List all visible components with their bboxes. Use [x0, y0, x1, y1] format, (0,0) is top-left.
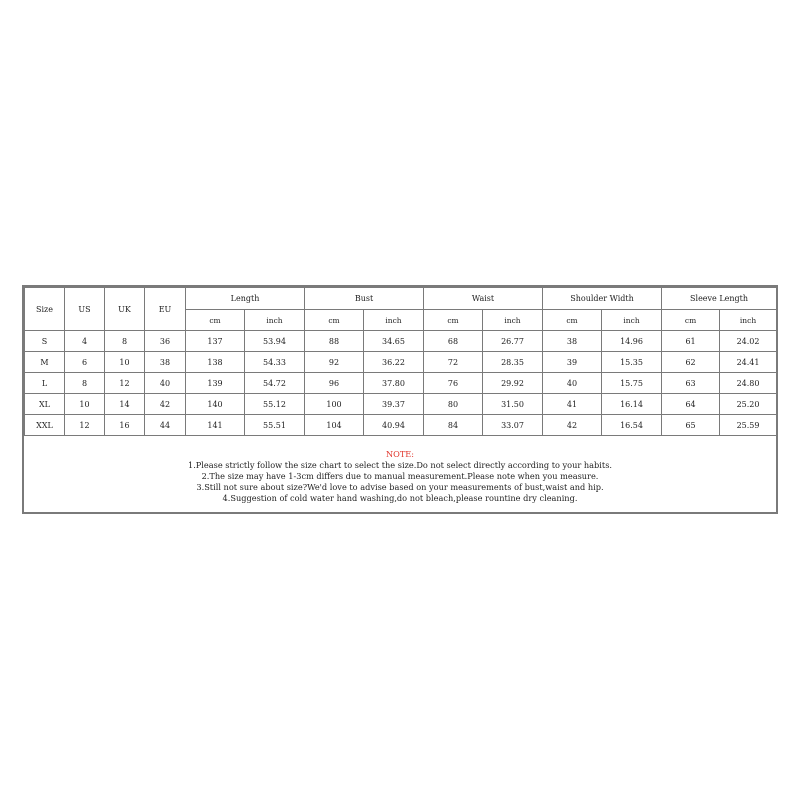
table-cell: 44	[145, 415, 186, 436]
unit-waist-inch: inch	[483, 310, 543, 331]
table-cell: 84	[424, 415, 483, 436]
table-cell: 15.75	[602, 373, 662, 394]
table-cell: 96	[305, 373, 364, 394]
table-cell: 88	[305, 331, 364, 352]
table-cell: 24.02	[720, 331, 777, 352]
table-cell: 42	[145, 394, 186, 415]
header-waist: Waist	[424, 288, 543, 310]
header-length: Length	[186, 288, 305, 310]
header-shoulder-width: Shoulder Width	[543, 288, 662, 310]
table-row	[25, 415, 777, 436]
table-cell: 65	[662, 415, 720, 436]
table-row	[25, 373, 777, 394]
note-line: 2.The size may have 1-3cm differs due to manual measurement.Please note when you measure.	[201, 471, 599, 481]
notes-section	[24, 437, 776, 512]
header-uk: UK	[105, 288, 145, 331]
table-cell: 16	[105, 415, 145, 436]
table-cell: 137	[186, 331, 245, 352]
table-cell: 38	[543, 331, 602, 352]
table-cell: 40	[543, 373, 602, 394]
table-cell: 25.20	[720, 394, 777, 415]
table-cell: 64	[662, 394, 720, 415]
table-cell: 55.51	[245, 415, 305, 436]
table-cell: 141	[186, 415, 245, 436]
table-cell: 140	[186, 394, 245, 415]
table-row	[25, 394, 777, 415]
table-cell: 55.12	[245, 394, 305, 415]
unit-shoulder-inch: inch	[602, 310, 662, 331]
table-cell: 15.35	[602, 352, 662, 373]
table-cell: 36.22	[364, 352, 424, 373]
header-us: US	[65, 288, 105, 331]
table-cell: 42	[543, 415, 602, 436]
table-cell: 12	[65, 415, 105, 436]
table-cell: 25.59	[720, 415, 777, 436]
table-cell: 24.41	[720, 352, 777, 373]
unit-shoulder-cm: cm	[543, 310, 602, 331]
size-chart	[22, 285, 778, 514]
table-cell: 26.77	[483, 331, 543, 352]
table-cell: 104	[305, 415, 364, 436]
table-cell: 54.72	[245, 373, 305, 394]
note-line: 4.Suggestion of cold water hand washing,do not bleach,please rountine dry cleaning.	[222, 493, 578, 503]
table-cell: 31.50	[483, 394, 543, 415]
table-row	[25, 352, 777, 373]
unit-bust-inch: inch	[364, 310, 424, 331]
table-cell: L	[25, 373, 65, 394]
table-cell: 80	[424, 394, 483, 415]
header-row	[25, 288, 777, 310]
table-cell: 33.07	[483, 415, 543, 436]
table-cell: 54.33	[245, 352, 305, 373]
table-cell: XXL	[25, 415, 65, 436]
table-cell: 6	[65, 352, 105, 373]
header-bust: Bust	[305, 288, 424, 310]
table-cell: 8	[105, 331, 145, 352]
table-cell: 28.35	[483, 352, 543, 373]
table-cell: 14	[105, 394, 145, 415]
table-cell: 62	[662, 352, 720, 373]
table-cell: 36	[145, 331, 186, 352]
table-cell: 40	[145, 373, 186, 394]
unit-bust-cm: cm	[305, 310, 364, 331]
table-row	[25, 331, 777, 352]
size-table	[24, 287, 777, 436]
note-line: 3.Still not sure about size?We'd love to advise based on your measurements of bust,waist and hip.	[196, 482, 604, 492]
table-cell: 16.14	[602, 394, 662, 415]
table-cell: 14.96	[602, 331, 662, 352]
table-cell: 39.37	[364, 394, 424, 415]
table-cell: 61	[662, 331, 720, 352]
table-cell: 100	[305, 394, 364, 415]
table-cell: 53.94	[245, 331, 305, 352]
unit-length-inch: inch	[245, 310, 305, 331]
table-cell: 139	[186, 373, 245, 394]
table-cell: XL	[25, 394, 65, 415]
unit-length-cm: cm	[186, 310, 245, 331]
table-cell: 92	[305, 352, 364, 373]
header-size: Size	[25, 288, 65, 331]
table-cell: 76	[424, 373, 483, 394]
table-cell: 10	[105, 352, 145, 373]
header-sleeve-length: Sleeve Length	[662, 288, 777, 310]
note-title: NOTE:	[385, 449, 415, 459]
table-cell: 41	[543, 394, 602, 415]
unit-waist-cm: cm	[424, 310, 483, 331]
note-line: 1.Please strictly follow the size chart to select the size.Do not select directly according to your habits.	[187, 460, 612, 470]
table-cell: 16.54	[602, 415, 662, 436]
table-cell: 29.92	[483, 373, 543, 394]
unit-sleeve-cm: cm	[662, 310, 720, 331]
table-cell: S	[25, 331, 65, 352]
table-cell: 8	[65, 373, 105, 394]
table-cell: 4	[65, 331, 105, 352]
table-cell: 34.65	[364, 331, 424, 352]
table-cell: 37.80	[364, 373, 424, 394]
table-cell: 138	[186, 352, 245, 373]
unit-sleeve-inch: inch	[720, 310, 777, 331]
header-eu: EU	[145, 288, 186, 331]
table-cell: 40.94	[364, 415, 424, 436]
table-cell: 12	[105, 373, 145, 394]
table-cell: 24.80	[720, 373, 777, 394]
table-cell: 38	[145, 352, 186, 373]
table-cell: M	[25, 352, 65, 373]
table-cell: 72	[424, 352, 483, 373]
table-cell: 39	[543, 352, 602, 373]
table-cell: 63	[662, 373, 720, 394]
table-cell: 68	[424, 331, 483, 352]
table-cell: 10	[65, 394, 105, 415]
